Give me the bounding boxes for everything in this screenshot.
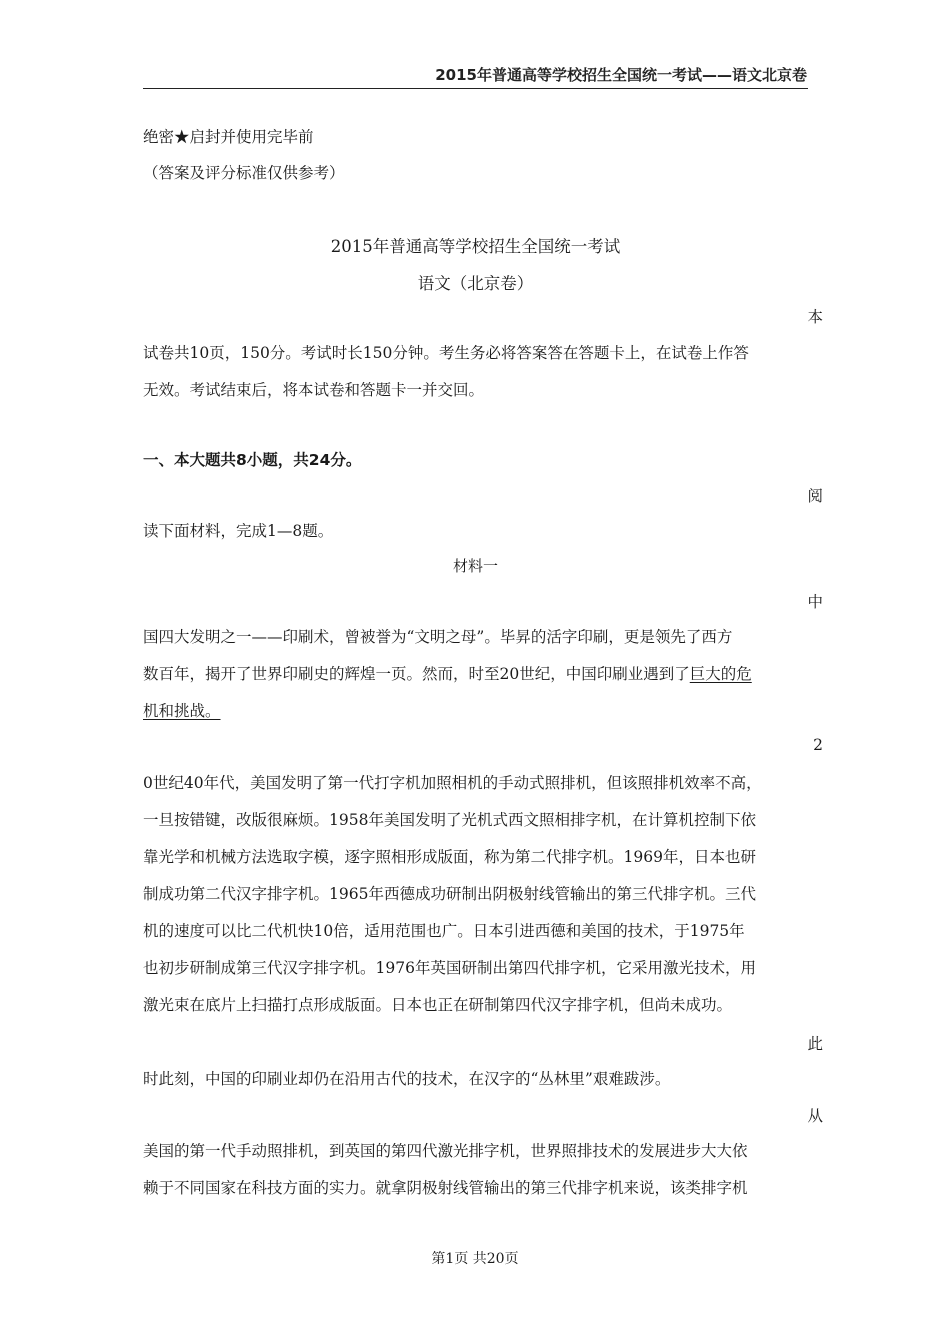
paragraph-first-char: 2 xyxy=(813,736,823,754)
paragraph-line xyxy=(143,664,752,684)
underlined-phrase: 机和挑战。 xyxy=(143,702,221,720)
paragraph-line: 激光束在底片上扫描打点形成版面。日本也正在研制第四代汉字排字机，但尚未成功。 xyxy=(143,996,733,1014)
section-first-char: 阅 xyxy=(807,487,823,505)
paragraph-line: 制成功第二代汉字排字机。1965年西德成功研制出阴极射线管输出的第三代排字机。三代 xyxy=(143,885,756,903)
section-instruction: 读下面材料，完成1—8题。 xyxy=(143,522,334,540)
paragraph-line: 美国的第一代手动照排机，到英国的第四代激光排字机，世界照排技术的发展进步大大依 xyxy=(143,1142,748,1160)
instructions-first-char: 本 xyxy=(807,308,823,326)
instructions-line: 无效。考试结束后，将本试卷和答题卡一并交回。 xyxy=(143,381,485,399)
confidential-notice: 绝密★启封并使用完毕前 xyxy=(143,128,314,146)
answer-note: （答案及评分标准仅供参考） xyxy=(143,164,345,182)
paragraph-line: 国四大发明之一——印刷术，曾被誉为“文明之母”。毕昇的活字印刷，更是领先了西方 xyxy=(143,628,733,646)
exam-title: 2015年普通高等学校招生全国统一考试 xyxy=(330,237,621,256)
paragraph-first-char: 从 xyxy=(807,1107,823,1125)
exam-subtitle: 语文（北京卷） xyxy=(417,274,534,293)
paragraph-line: 也初步研制成第三代汉字排字机。1976年英国研制出第四代排字机，它采用激光技术，用 xyxy=(143,959,756,977)
underlined-phrase: 巨大的危 xyxy=(689,665,752,683)
paragraph-text: 数百年，揭开了世界印刷史的辉煌一页。然而，时至20世纪，中国印刷业遇到了 xyxy=(143,665,690,683)
page-number: 第1页 共20页 xyxy=(431,1251,519,1267)
paragraph-line: 赖于不同国家在科技方面的实力。就拿阴极射线管输出的第三代排字机来说，该类排字机 xyxy=(143,1179,748,1197)
paragraph-line: 机的速度可以比二代机快10倍，适用范围也广。日本引进西德和美国的技术，于1975年 xyxy=(143,922,745,940)
paragraph-line: 时此刻，中国的印刷业却仍在沿用古代的技术，在汉字的“丛林里”艰难跋涉。 xyxy=(143,1070,671,1088)
section-heading: 一、本大题共8小题，共24分。 xyxy=(143,451,362,469)
running-header-title: 2015年普通高等学校招生全国统一考试——语文北京卷 xyxy=(435,66,807,84)
paragraph-line: 一旦按错键，改版很麻烦。1958年美国发明了光机式西文照相排字机，在计算机控制下依 xyxy=(143,811,756,829)
header-divider xyxy=(143,88,808,89)
paragraph-first-char: 中 xyxy=(807,593,823,611)
paragraph-line: 0世纪40年代，美国发明了第一代打字机加照相机的手动式照排机，但该照排机效率不高， xyxy=(143,774,762,792)
material-title: 材料一 xyxy=(452,557,498,575)
instructions-line: 试卷共10页，150分。考试时长150分钟。考生务必将答案答在答题卡上，在试卷上作答 xyxy=(143,344,749,362)
paragraph-first-char: 此 xyxy=(807,1035,823,1053)
paragraph-line: 靠光学和机械方法选取字模，逐字照相形成版面，称为第二代排字机。1969年，日本也研 xyxy=(143,848,756,866)
paragraph-line xyxy=(143,701,221,721)
